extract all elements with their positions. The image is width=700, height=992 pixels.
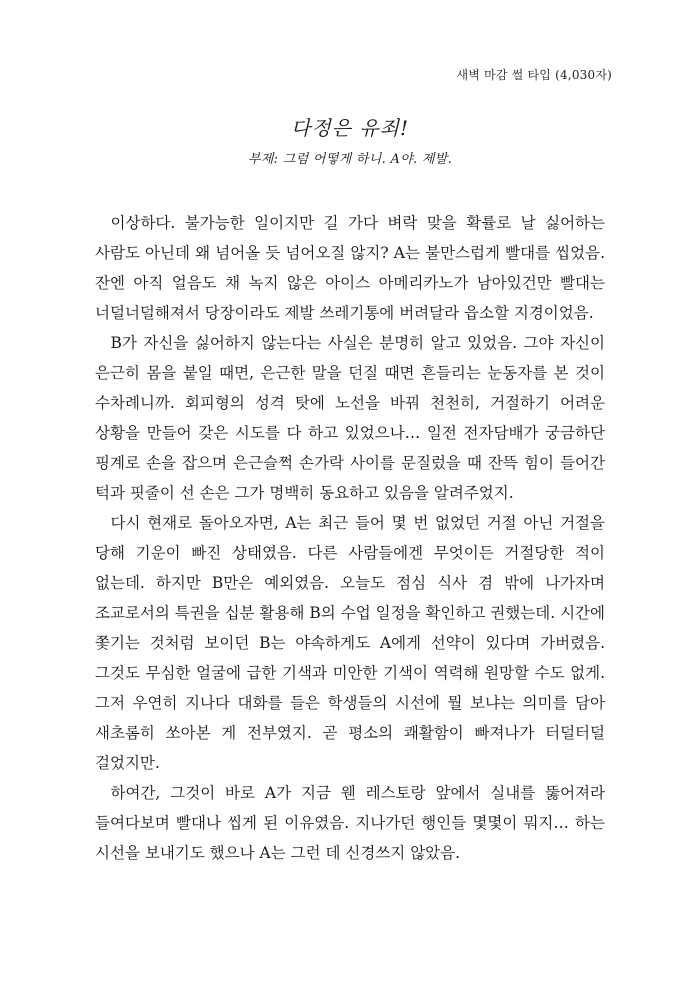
document-subtitle: 부제: 그럼 어떻게 하니. A야. 제발. bbox=[247, 152, 453, 167]
header-meta: 새벽 마감 썰 타입 (4,030자) bbox=[456, 68, 612, 82]
document-title: 다정은 유죄! bbox=[291, 116, 409, 140]
body-text bbox=[95, 208, 605, 868]
paragraph: 이상하다. 불가능한 일이지만 길 가다 벼락 맞을 확률로 날 싫어하는 사람도 아닌데 왜 넘어올 듯 넘어오질 않지? A는 불만스럽게 빨대를 씹었음. 잔엔 아직 얼음도 채 녹지 않은 아이스 아메리카노가 남아있건만 빨대는 너덜너덜해져서 당장이라도 제발 쓰레기통에 버려달라 읍소할 지경이었음. bbox=[95, 214, 605, 322]
paragraph: 다시 현재로 돌아오자면, A는 최근 들어 몇 번 없었던 거절 아닌 거절을 당해 기운이 빠진 상태였음. 다른 사람들에겐 무엇이든 거절당한 적이 없는데. 하지만 B만은 예외였음. 오늘도 점심 식사 겸 밖에 나가자며 조교로서의 특권을 십분 활용해 B의 수업 일정을 확인하고 권했는데. 시간에 쫓기는 것처럼 보이던 B는 야속하게도 A에게 선약이 있다며 가버렸음. 그것도 무심한 얼굴에 급한 기색과 미안한 기색이 역력해 원망할 수도 없게. 그저 우연히 지나다 대화를 들은 학생들의 시선에 뭘 보냐는 의미를 담아 새초롬히 쏘아본 게 전부였지. 곧 평소의 쾌활함이 빠져나가 터덜터덜 걸었지만. bbox=[95, 514, 605, 772]
paragraph: 하여간, 그것이 바로 A가 지금 웬 레스토랑 앞에서 실내를 뚫어져라 들여다보며 빨대나 씹게 된 이유였음. 지나가던 행인들 몇몇이 뭐지… 하는 시선을 보내기도 했으나 A는 그런 데 신경쓰지 않았음. bbox=[95, 784, 605, 862]
paragraph: B가 자신을 싫어하지 않는다는 사실은 분명히 알고 있었음. 그야 자신이 은근히 몸을 붙일 때면, 은근한 말을 던질 때면 흔들리는 눈동자를 본 것이 수차례니까. 회피형의 성격 탓에 노선을 바꿔 천천히, 거절하기 어려운 상황을 만들어 갖은 시도를 다 하고 있었으나… 일전 전자담배가 궁금하단 핑계로 손을 잡으며 은근슬쩍 손가락 사이를 문질렀을 때 잔뜩 힘이 들어간 턱과 핏줄이 선 손은 그가 명백히 동요하고 있음을 알려주었지. bbox=[95, 334, 605, 502]
